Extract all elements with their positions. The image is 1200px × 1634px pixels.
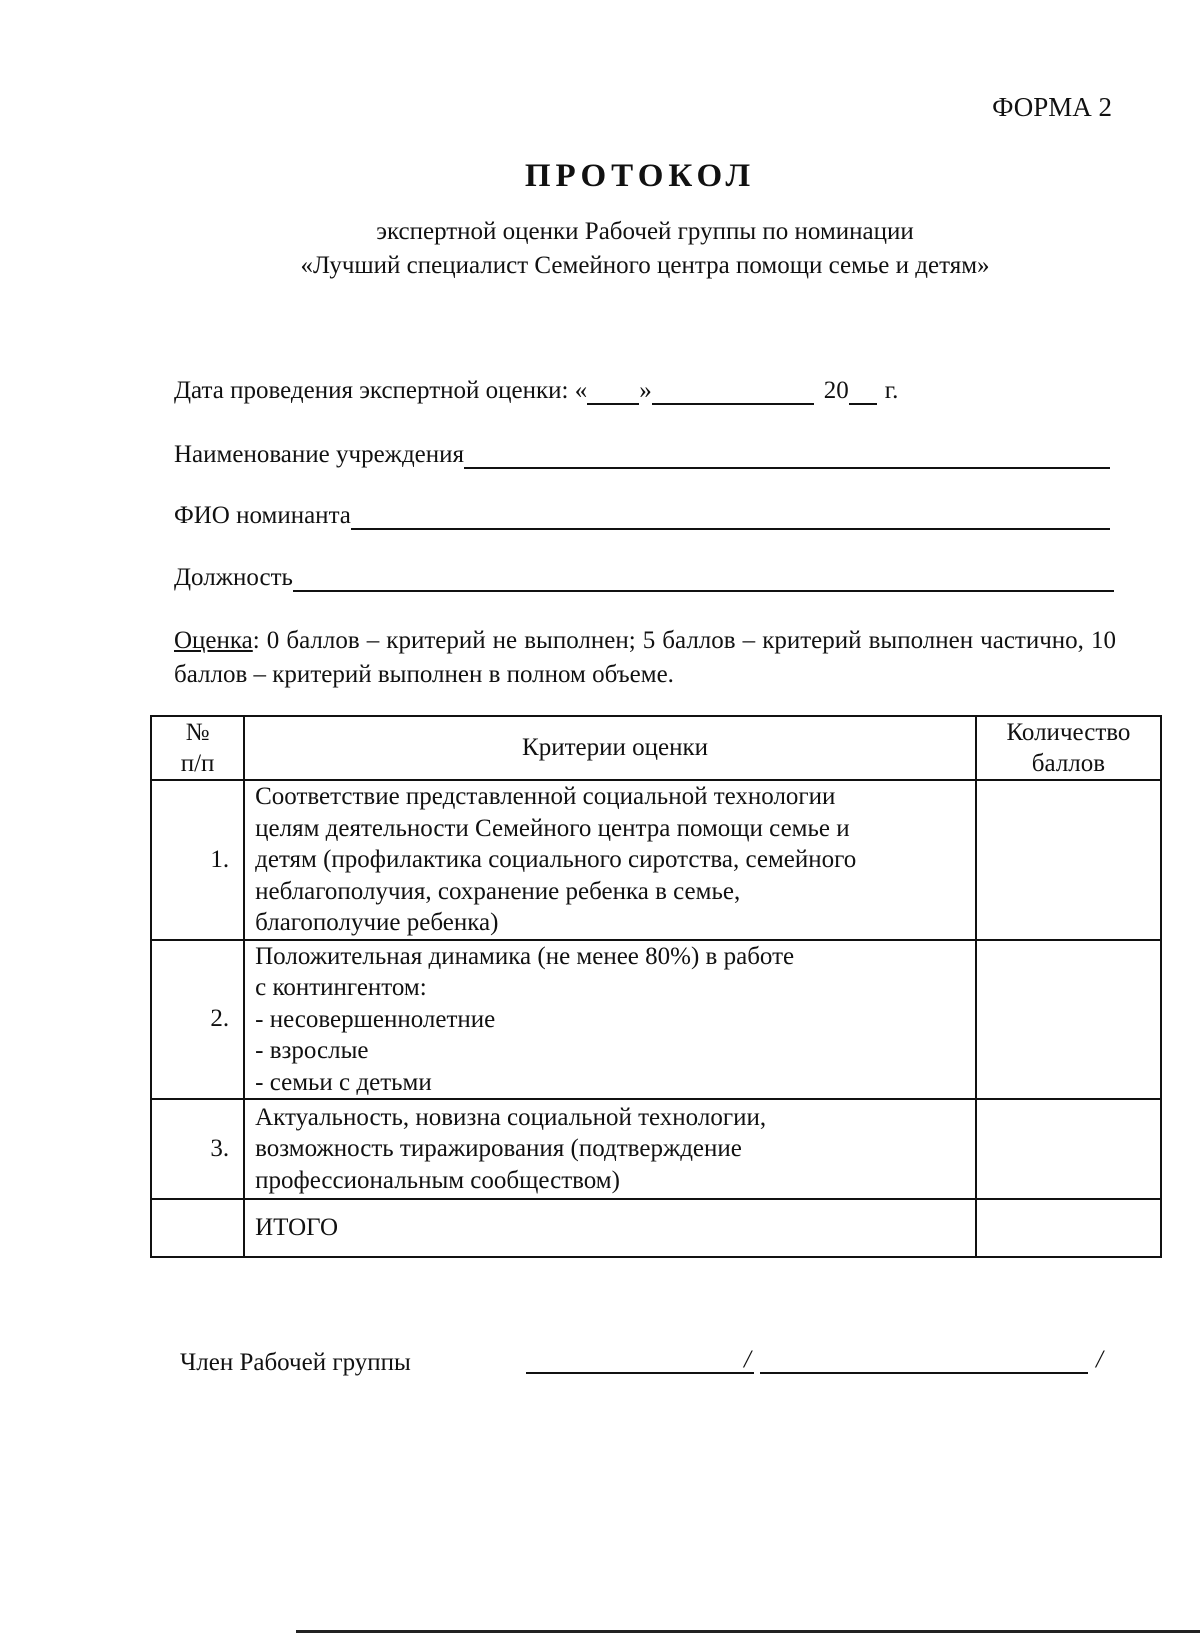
header-number-line2: п/п [180,750,215,777]
header-criteria: Критерии оценки [244,716,976,780]
total-row [151,1199,1161,1257]
signature-slash: / [1096,1346,1103,1373]
position-label: Должность [174,564,293,591]
nominee-blank[interactable] [351,506,1110,530]
rating-text: : 0 баллов – критерий не выполнен; 5 баллов – критерий выполнен частично, 10 баллов – критерий выполнен в полном объеме. [174,627,1116,688]
signature-slash: / [744,1346,751,1373]
criterion-line: - взрослые [255,1037,369,1064]
signature-name-blank[interactable] [760,1350,1088,1374]
criterion-line: Соответствие представленной социальной технологии [255,783,836,810]
total-label: ИТОГО [244,1199,976,1257]
date-quote-close: » [639,377,652,404]
date-year-suffix: г. [884,377,899,404]
table-row [151,940,1161,1100]
criterion-line: профессиональным сообществом) [255,1166,620,1194]
score-cell[interactable] [976,940,1161,1100]
document-title: ПРОТОКОЛ [524,158,756,194]
criterion-text [244,940,976,1100]
criterion-line: неблагополучия, сохранение ребенка в семье, [255,877,741,905]
signature-blank[interactable] [526,1350,754,1374]
position-blank[interactable] [293,568,1114,592]
row-number: 1. [151,780,244,940]
date-month-blank[interactable] [652,381,814,405]
nominee-label: ФИО номинанта [174,502,351,529]
score-cell[interactable] [976,1099,1161,1199]
header-score-line1: Количество [1006,719,1131,746]
date-day-blank[interactable] [587,381,639,405]
date-year-prefix: 20 [823,377,849,404]
institution-blank[interactable] [464,445,1110,469]
rating-scale [174,624,1116,692]
criterion-line: - семьи с детьми [255,1068,432,1096]
criteria-table [150,715,1162,1258]
row-number: 2. [151,940,244,1100]
table-row [151,780,1161,940]
rating-label: Оценка [174,627,253,654]
criterion-line: благополучие ребенка) [255,909,499,936]
scan-edge-line [296,1630,1200,1633]
criterion-line: возможность тиражирования (подтверждение [255,1135,742,1163]
subtitle-line-1: экспертной оценки Рабочей группы по номинации [376,218,914,245]
criterion-line: Актуальность, новизна социальной технологии, [255,1103,767,1131]
header-number [151,716,244,780]
date-label: Дата проведения экспертной оценки: « [174,377,588,404]
total-score-cell[interactable] [976,1199,1161,1257]
header-score-line2: баллов [1031,750,1106,777]
criterion-line: целям деятельности Семейного центра помощи семье и [255,814,850,842]
nominee-field-row [174,502,1110,530]
header-score [976,716,1161,780]
institution-field-row [174,441,1110,469]
row-number: 3. [151,1099,244,1199]
total-number-cell [151,1199,244,1257]
criterion-line: детям (профилактика социального сиротства, семейного [255,846,857,873]
criterion-text [244,1099,976,1199]
date-field-row [174,377,898,405]
signature-label: Член Рабочей группы [180,1349,411,1376]
table-row [151,1099,1161,1199]
institution-label: Наименование учреждения [174,441,465,468]
form-number: ФОРМА 2 [992,92,1112,122]
criterion-line: с контингентом: [255,974,427,1001]
criterion-line: - несовершеннолетние [255,1005,496,1033]
criterion-line: Положительная динамика (не менее 80%) в работе [255,942,795,970]
header-number-line1: № [185,719,210,746]
date-year-blank[interactable] [849,381,877,405]
score-cell[interactable] [976,780,1161,940]
subtitle-line-2: «Лучший специалист Семейного центра помощи семье и детям» [300,252,990,279]
criterion-text [244,780,976,940]
table-header-row [151,716,1161,780]
position-field-row [174,564,1114,592]
